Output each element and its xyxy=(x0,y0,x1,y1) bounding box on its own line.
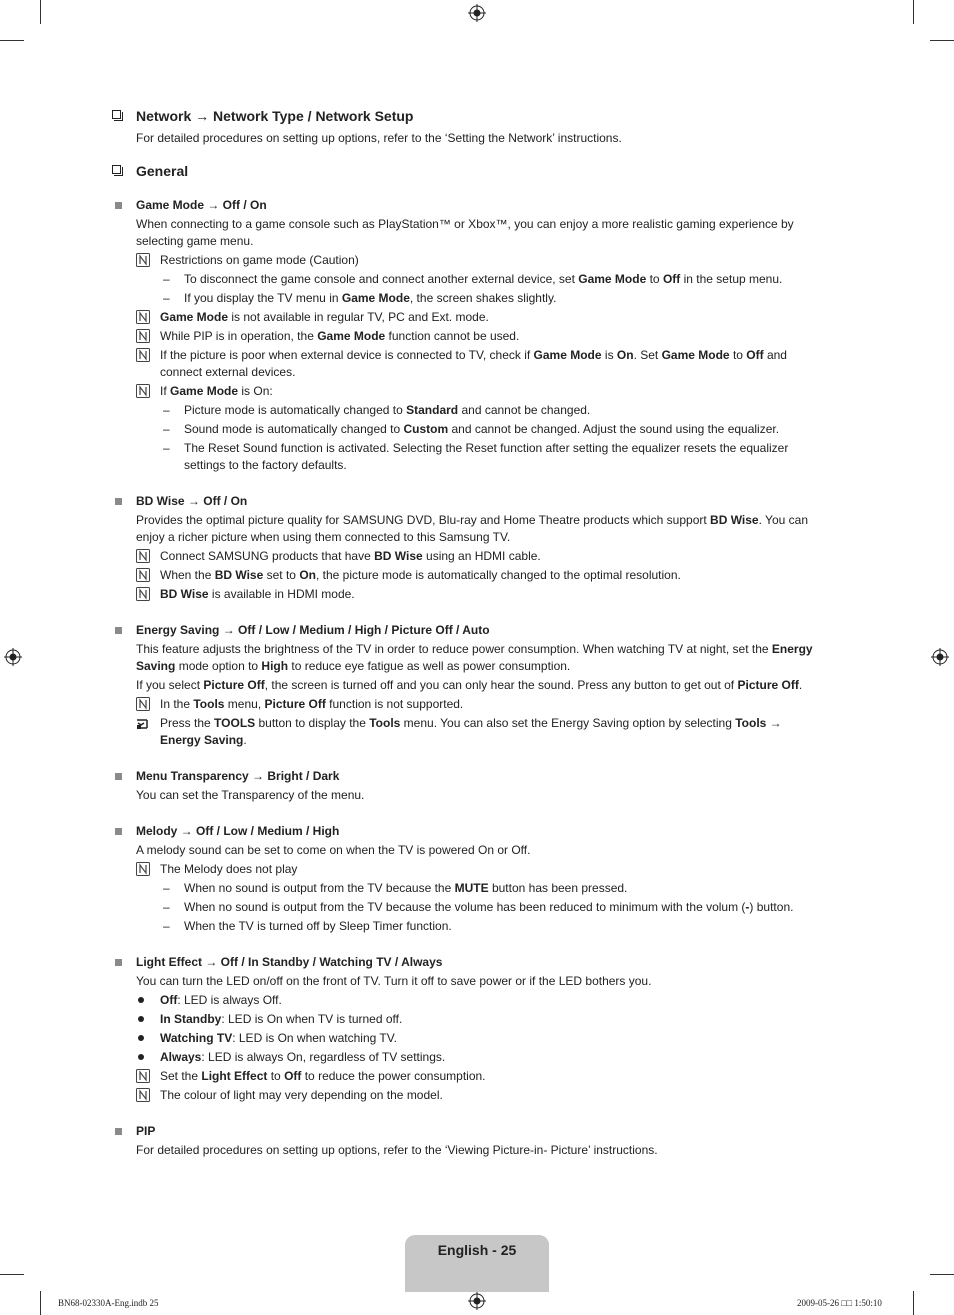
square-bullet-icon xyxy=(115,828,122,835)
note: If Game Mode is On: xyxy=(136,383,822,400)
crop-mark xyxy=(913,0,914,24)
item-energy-saving xyxy=(112,622,822,749)
item-title: BD Wise → Off / On xyxy=(136,494,248,508)
crop-mark xyxy=(930,40,954,41)
section-heading-network: Network → Network Type / Network Setup xyxy=(112,107,822,125)
note-icon xyxy=(136,1088,150,1102)
note-icon xyxy=(136,348,150,362)
crop-mark xyxy=(40,1291,41,1315)
item-melody xyxy=(112,823,822,935)
item-title: Game Mode → Off / On xyxy=(136,198,267,212)
note-icon xyxy=(136,253,150,267)
page-number-tab: English - 25 xyxy=(405,1235,549,1292)
registration-mark-icon xyxy=(4,648,22,666)
dash-item: – Sound mode is automatically changed to Custom and cannot be changed. Adjust the sound using the equalizer. xyxy=(163,422,780,436)
slug-left: BN68-02330A-Eng.indb 25 xyxy=(58,1298,159,1308)
bullet-item: Watching TV: LED is On when watching TV. xyxy=(136,1030,822,1047)
dash-item: – When no sound is output from the TV because the volume has been reduced to minimum with the volum (-) button. xyxy=(163,900,794,914)
note-icon xyxy=(136,1069,150,1083)
tools-note: Press the TOOLS button to display the Tools menu. You can also set the Energy Saving option by selecting Tools → Energy Saving. xyxy=(136,715,822,749)
crop-mark xyxy=(930,1274,954,1275)
square-bullet-icon xyxy=(115,773,122,780)
note: The Melody does not play xyxy=(136,861,822,878)
note: BD Wise is available in HDMI mode. xyxy=(136,586,822,603)
dash-item: – The Reset Sound function is activated. Selecting the Reset function after setting the equalizer resets the equalizer settings to the factory defaults. xyxy=(163,441,789,472)
note: Game Mode is not available in regular TV, PC and Ext. mode. xyxy=(136,309,822,326)
item-desc: Provides the optimal picture quality for SAMSUNG DVD, Blu-ray and Home Theatre products which support BD Wise. You can enjoy a richer picture when using them connected to this Samsung TV. xyxy=(136,513,808,544)
item-title: PIP xyxy=(136,1124,156,1138)
note-icon xyxy=(136,329,150,343)
bullet-dot-icon xyxy=(138,1054,144,1060)
dash-item: – When no sound is output from the TV because the MUTE button has been pressed. xyxy=(163,881,628,895)
registration-mark-icon xyxy=(931,648,949,666)
item-menu-transparency xyxy=(112,768,822,804)
bullet-item: Off: LED is always Off. xyxy=(136,992,822,1009)
dash-item: – Picture mode is automatically changed to Standard and cannot be changed. xyxy=(163,403,591,417)
tools-icon xyxy=(136,716,150,730)
item-title: Energy Saving → Off / Low / Medium / High / Picture Off / Auto xyxy=(136,623,490,637)
crop-mark xyxy=(40,0,41,24)
bullet-item: Always: LED is always On, regardless of TV settings. xyxy=(136,1049,822,1066)
crop-mark xyxy=(913,1291,914,1315)
bullet-dot-icon xyxy=(138,1016,144,1022)
item-title: Light Effect → Off / In Standby / Watching TV / Always xyxy=(136,955,443,969)
note-icon xyxy=(136,697,150,711)
note: Set the Light Effect to Off to reduce the power consumption. xyxy=(136,1068,822,1085)
note: If the picture is poor when external device is connected to TV, check if Game Mode is On. Set Game Mode to Off and connect external devices. xyxy=(136,347,822,381)
note: Connect SAMSUNG products that have BD Wise using an HDMI cable. xyxy=(136,548,822,565)
square-bullet-icon xyxy=(115,959,122,966)
item-title: Melody → Off / Low / Medium / High xyxy=(136,824,340,838)
section-desc-network: For detailed procedures on setting up options, refer to the ‘Setting the Network’ instructions. xyxy=(136,131,622,145)
item-desc: For detailed procedures on setting up options, refer to the ‘Viewing Picture-in- Picture’ instructions. xyxy=(136,1143,658,1157)
note: When the BD Wise set to On, the picture mode is automatically changed to the optimal resolution. xyxy=(136,567,822,584)
square-bullet-icon xyxy=(115,202,122,209)
square-bullet-icon xyxy=(115,1128,122,1135)
note: In the Tools menu, Picture Off function is not supported. xyxy=(136,696,822,713)
item-desc: A melody sound can be set to come on when the TV is powered On or Off. xyxy=(136,843,531,857)
crop-mark xyxy=(0,40,24,41)
item-game-mode xyxy=(112,197,822,474)
bullet-dot-icon xyxy=(138,997,144,1003)
note-icon xyxy=(136,568,150,582)
bullet-item: In Standby: LED is On when TV is turned off. xyxy=(136,1011,822,1028)
item-desc: This feature adjusts the brightness of the TV in order to reduce power consumption. When watching TV at night, set the Energy Saving mode option to High to reduce eye fatigue as well as power consumption. xyxy=(136,642,813,673)
item-pip xyxy=(112,1123,822,1159)
item-light-effect xyxy=(112,954,822,1104)
dash-item: – When the TV is turned off by Sleep Timer function. xyxy=(163,919,452,933)
note-icon xyxy=(136,587,150,601)
item-desc: If you select Picture Off, the screen is turned off and you can only hear the sound. Press any button to get out of Picture Off. xyxy=(136,678,803,692)
registration-mark-icon xyxy=(468,4,486,22)
checkbox-square-icon xyxy=(112,110,121,119)
page-content xyxy=(112,107,822,1161)
dash-item: – To disconnect the game console and connect another external device, set Game Mode to Off in the setup menu. xyxy=(163,272,783,286)
square-bullet-icon xyxy=(115,498,122,505)
note-icon xyxy=(136,862,150,876)
registration-mark-icon xyxy=(468,1292,486,1310)
item-desc: You can set the Transparency of the menu. xyxy=(136,788,365,802)
note: The colour of light may very depending on the model. xyxy=(136,1087,822,1104)
note: Restrictions on game mode (Caution) xyxy=(136,252,822,269)
item-title: Menu Transparency → Bright / Dark xyxy=(136,769,340,783)
item-bd-wise xyxy=(112,493,822,603)
crop-mark xyxy=(0,1274,24,1275)
bullet-dot-icon xyxy=(138,1035,144,1041)
checkbox-square-icon xyxy=(112,165,121,174)
note-icon xyxy=(136,384,150,398)
item-desc: When connecting to a game console such as PlayStation™ or Xbox™, you can enjoy a more realistic gaming experience by selecting game menu. xyxy=(136,217,794,248)
section-heading-general: General xyxy=(112,162,822,180)
note-icon xyxy=(136,310,150,324)
note: While PIP is in operation, the Game Mode function cannot be used. xyxy=(136,328,822,345)
dash-item: – If you display the TV menu in Game Mode, the screen shakes slightly. xyxy=(163,291,557,305)
item-desc: You can turn the LED on/off on the front of TV. Turn it off to save power or if the LED bothers you. xyxy=(136,974,652,988)
square-bullet-icon xyxy=(115,627,122,634)
note-icon xyxy=(136,549,150,563)
slug-right: 2009-05-26 □□ 1:50:10 xyxy=(797,1298,882,1308)
